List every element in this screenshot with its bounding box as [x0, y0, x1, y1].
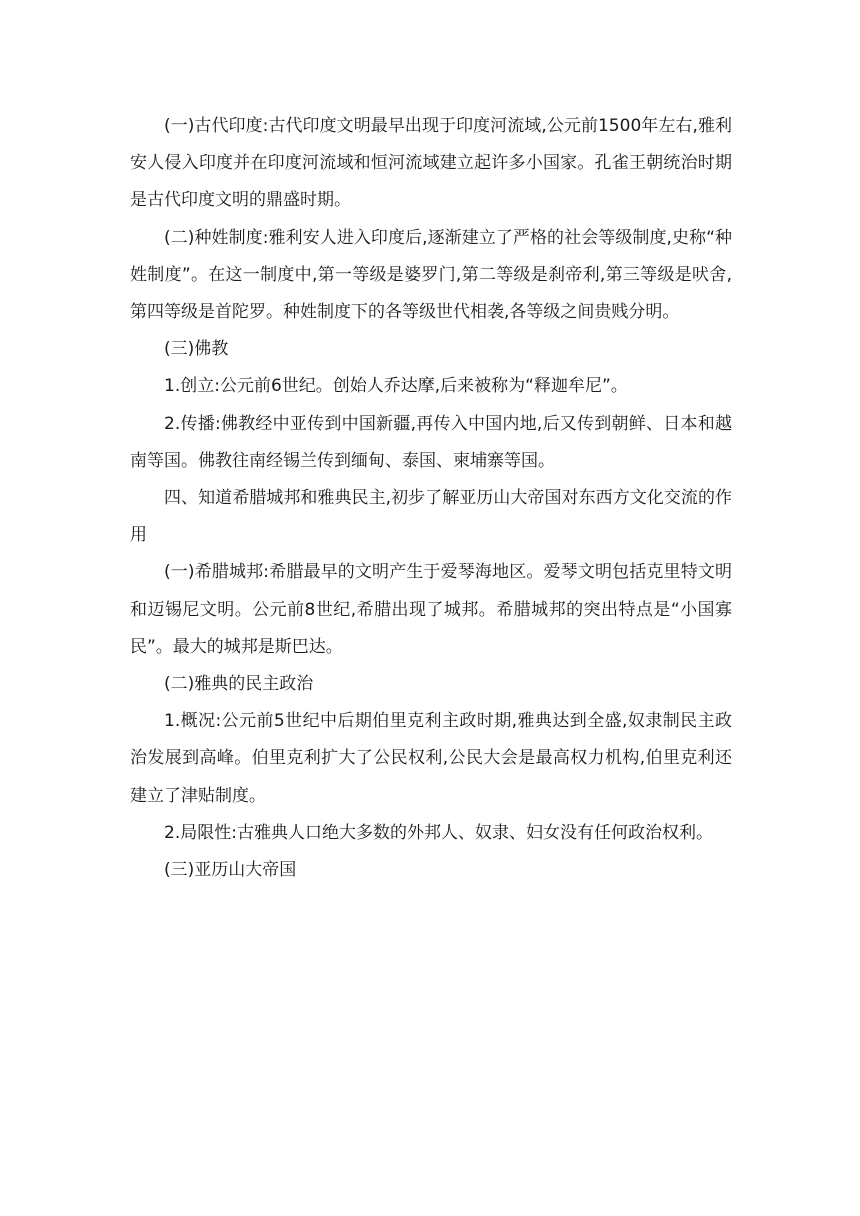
section-heading-greece: 四、知道希腊城邦和雅典民主,初步了解亚历山大帝国对东西方文化交流的作用 [130, 488, 732, 546]
paragraph-caste-system: (二)种姓制度:雅利安人进入印度后,逐渐建立了严格的社会等级制度,史称“种姓制度”。在这一制度中,第一等级是婆罗门,第二等级是刹帝利,第三等级是吠舍,第四等级是首陀罗。种姓制度下的各等级世代相袭,各等级之间贵贱分明。 [130, 227, 732, 323]
paragraph-athens-democracy-heading: (二)雅典的民主政治 [164, 674, 314, 695]
paragraph-athens-limitations: 2.局限性:古雅典人口绝大多数的外邦人、奴隶、妇女没有任何政治权利。 [164, 822, 713, 843]
document-body [130, 108, 732, 889]
paragraph-athens-overview: 1.概况:公元前5世纪中后期伯里克利主政时期,雅典达到全盛,奴隶制民主政治发展到高峰。伯里克利扩大了公民权利,公民大会是最高权力机构,伯里克利还建立了津贴制度。 [130, 711, 732, 806]
paragraph-buddhism-spread: 2.传播:佛教经中亚传到中国新疆,再传入中国内地,后又传到朝鲜、日本和越南等国。佛教往南经锡兰传到缅甸、泰国、柬埔寨等国。 [130, 413, 732, 471]
paragraph-alexander-empire-heading: (三)亚历山大帝国 [164, 860, 297, 881]
paragraph-greek-city-states: (一)希腊城邦:希腊最早的文明产生于爱琴海地区。爱琴文明包括克里特文明和迈锡尼文明。公元前8世纪,希腊出现了城邦。希腊城邦的突出特点是“小国寡民”。最大的城邦是斯巴达。 [130, 562, 732, 657]
paragraph-ancient-india: (一)古代印度:古代印度文明最早出现于印度河流域,公元前1500年左右,雅利安人侵入印度并在印度河流域和恒河流域建立起许多小国家。孔雀王朝统治时期是古代印度文明的鼎盛时期。 [130, 116, 732, 211]
paragraph-buddhism-founding: 1.创立:公元前6世纪。创始人乔达摩,后来被称为“释迦牟尼”。 [164, 376, 628, 397]
paragraph-buddhism-heading: (三)佛教 [164, 339, 229, 360]
